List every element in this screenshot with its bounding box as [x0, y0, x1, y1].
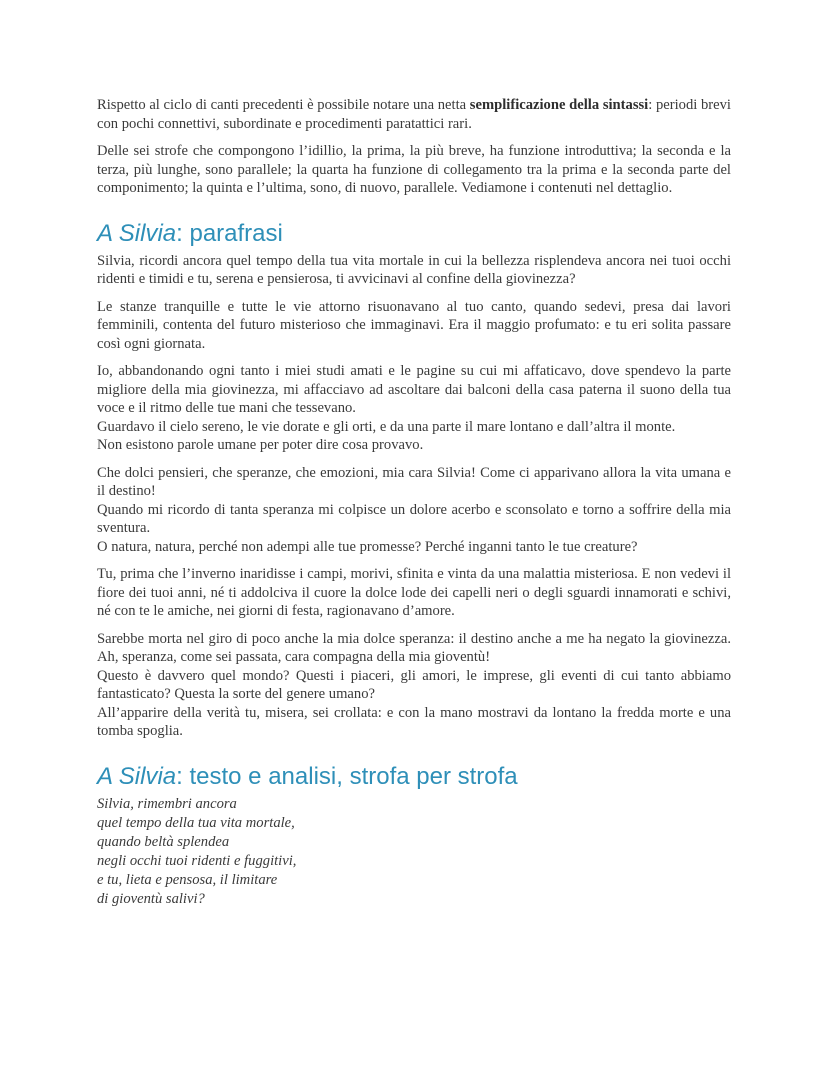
parafrasi-p4-line-b: Quando mi ricordo di tanta speranza mi colpisce un dolore acerbo e sconsolato e torno a soffrire della mia sventura. — [97, 501, 731, 536]
intro-paragraph-syntax — [97, 96, 731, 133]
heading-title-italic: A Silvia — [97, 219, 177, 247]
document-page — [97, 96, 731, 909]
heading2-title-italic: A Silvia — [97, 762, 177, 790]
parafrasi-paragraph-3 — [97, 362, 731, 455]
intro-text-rest: : periodi brevi con pochi connettivi, subordinate e procedimenti paratattici rari. — [97, 97, 731, 132]
intro-text: Rispetto al ciclo di canti precedenti è possibile notare una netta — [97, 97, 470, 113]
heading-title-rest: : parafrasi — [176, 219, 283, 247]
parafrasi-p3-line-b: Guardavo il cielo sereno, le vie dorate e gli orti, e da una parte il mare lontano e dall’altra il monte. — [97, 418, 676, 435]
poem-line: di gioventù salivi? — [97, 890, 205, 907]
parafrasi-p4-line-c: O natura, natura, perché non adempi alle tue promesse? Perché inganni tanto le tue creature? — [97, 538, 638, 555]
poem-line: quel tempo della tua vita mortale, — [97, 814, 295, 831]
heading-parafrasi — [97, 220, 731, 248]
intro-paragraph-strophes: Delle sei strofe che compongono l’idillio, la prima, la più breve, ha funzione introduttiva; la seconda e la terza, più lunghe, sono parallele; la quarta ha funzione di collegamento tra la prima e la seconda parte del componimento; la quinta e l’ultima, sono, di nuovo, parallele. Vediamone i contenuti nel dettaglio. — [97, 143, 731, 196]
heading2-title-rest: : testo e analisi, strofa per strofa — [176, 762, 518, 790]
poem-line: quando beltà splendea — [97, 833, 230, 850]
parafrasi-paragraph-6 — [97, 630, 731, 741]
parafrasi-paragraph-2: Le stanze tranquille e tutte le vie attorno risuonavano al tuo canto, quando sedevi, presa dai lavori femminili, contenta del futuro misterioso che immaginavi. Era il maggio profumato: e tu eri solita passare così ogni giornata. — [97, 298, 731, 352]
heading-testo-analisi — [97, 763, 731, 791]
poem-line: e tu, lieta e pensosa, il limitare — [97, 871, 278, 888]
parafrasi-paragraph-1: Silvia, ricordi ancora quel tempo della tua vita mortale in cui la bellezza risplendeva ancora nei tuoi occhi ridenti e timidi e tu, serena e pensierosa, ti avvicinavi al confine della giovinezza? — [97, 252, 731, 287]
parafrasi-p6-line-b: Questo è davvero quel mondo? Questi i piaceri, gli amori, le imprese, gli eventi di cui tanto abbiamo fantasticato? Questa la sorte del genere umano? — [97, 667, 731, 702]
parafrasi-p3-line-c: Non esistono parole umane per poter dire cosa provavo. — [97, 437, 424, 453]
parafrasi-p6-line-a: Sarebbe morta nel giro di poco anche la mia dolce speranza: il destino anche a me ha negato la giovinezza. Ah, speranza, come sei passata, cara compagna della mia gioventù! — [97, 630, 731, 665]
parafrasi-p4-line-a: Che dolci pensieri, che speranze, che emozioni, mia cara Silvia! Come ci apparivano allora la vita umana e il destino! — [97, 464, 731, 499]
parafrasi-paragraph-4 — [97, 464, 731, 557]
parafrasi-p3-line-a: Io, abbandonando ogni tanto i miei studi amati e le pagine su cui mi affaticavo, dove spendevo la parte migliore della mia giovinezza, mi affacciavo ad ascoltare dai balconi della casa paterna il suono della tua voce e il ritmo delle tue mani che tessevano. — [97, 363, 731, 416]
parafrasi-paragraph-5: Tu, prima che l’inverno inaridisse i campi, morivi, sfinita e vinta da una malattia misteriosa. E non vedevi il fiore dei tuoi anni, né ti addolciva il cuore la dolce lode dei capelli neri o degli sguardi innamorati e schivi, né con te le amiche, nei giorni di festa, ragionavano d’amore. — [97, 566, 731, 619]
syntax-bold-term: semplificazione della sintassi — [469, 97, 649, 113]
poem-stanza — [97, 795, 731, 909]
poem-line: negli occhi tuoi ridenti e fuggitivi, — [97, 852, 297, 869]
poem-line: Silvia, rimembri ancora — [97, 795, 237, 812]
parafrasi-p6-line-c: All’apparire della verità tu, misera, sei crollata: e con la mano mostravi da lontano la fredda morte e una tomba spoglia. — [97, 704, 731, 739]
